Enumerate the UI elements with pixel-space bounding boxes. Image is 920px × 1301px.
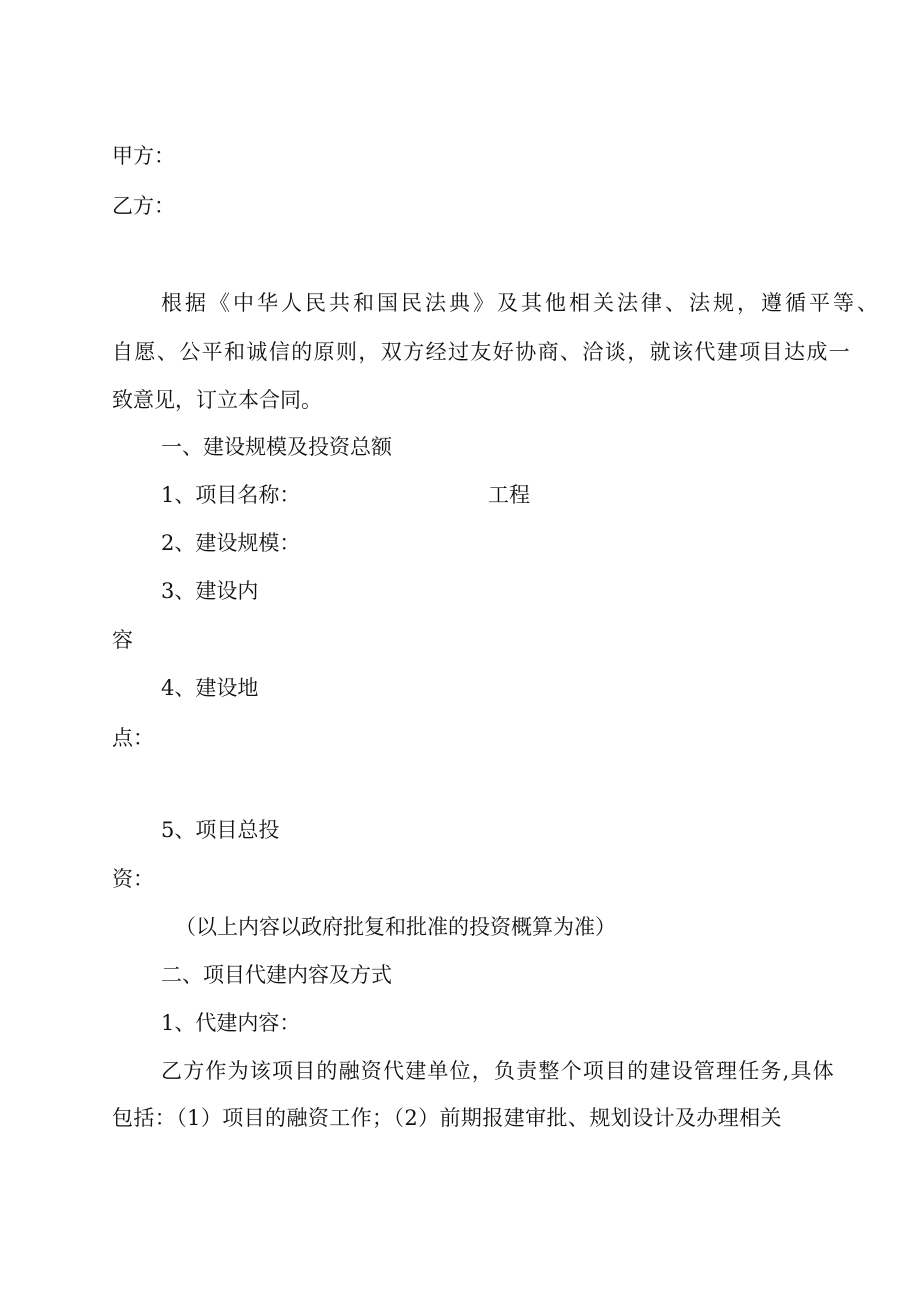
intro-line-1: 根据《中华人民共和国民法典》及其他相关法律、法规，遵循平等、 <box>161 291 881 315</box>
item-agent-construction-content: 1、代建内容： <box>161 1011 301 1035</box>
party-b-label: 乙方： <box>112 194 175 218</box>
content-paragraph-line-2: 包括：（1）项目的融资工作；（2）前期报建审批、规划设计及办理相关 <box>112 1106 782 1130</box>
party-a-label: 甲方： <box>112 144 175 168</box>
investment-note: （以上内容以政府批复和批准的投资概算为准） <box>175 915 616 939</box>
item-construction-site-part1: 4、建设地 <box>161 676 259 700</box>
item-project-name-label: 1、项目名称： <box>161 483 301 507</box>
intro-line-2: 自愿、公平和诚信的原则，双方经过友好协商、洽谈，就该代建项目达成一 <box>112 340 852 364</box>
item-construction-content-part1: 3、建设内 <box>161 579 259 603</box>
item-construction-site-part2: 点： <box>112 726 154 750</box>
section-2-heading: 二、项目代建内容及方式 <box>161 963 392 987</box>
section-1-heading: 一、建设规模及投资总额 <box>161 435 392 459</box>
item-construction-content-part2: 容 <box>112 628 133 652</box>
content-paragraph-line-1: 乙方作为该项目的融资代建单位，负责整个项目的建设管理任务,具体 <box>161 1059 835 1083</box>
item-total-investment-part1: 5、项目总投 <box>161 818 280 842</box>
item-total-investment-part2: 资： <box>112 867 154 891</box>
item-project-name-suffix: 工程 <box>488 483 530 507</box>
item-construction-scale: 2、建设规模： <box>161 531 301 555</box>
intro-line-3: 致意见，订立本合同。 <box>112 388 322 412</box>
